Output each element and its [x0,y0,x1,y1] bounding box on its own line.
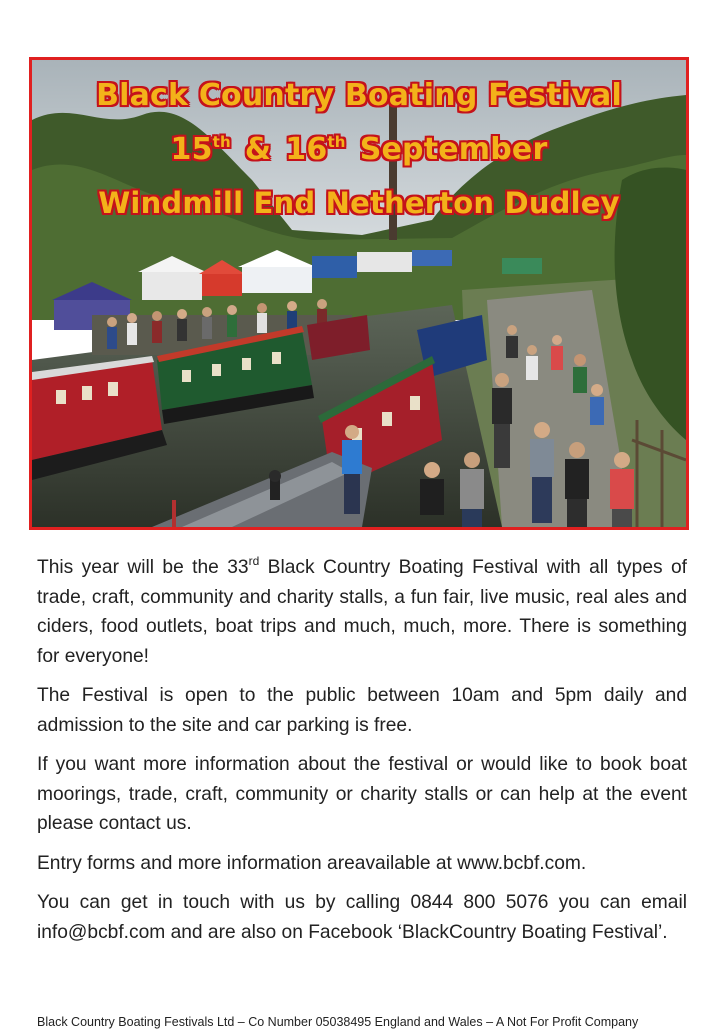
date-day1: 15 [170,132,213,167]
festival-title: Black Country Boating Festival [96,78,622,113]
paragraph-opening-hours: The Festival is open to the public between 10am and 5pm daily and admission to the site and car parking is free. [37,685,687,736]
paragraph-contact-request: If you want more information about the festival or would like to book boat moorings, trade, craft, community or charity stalls or can help at the event please contact us. [37,754,687,834]
canal-festival-scene [32,60,686,527]
date-day2-suffix: th [327,133,346,151]
intro-text-start: This year will be the 33 [37,557,249,578]
ordinal-suffix: rd [248,554,260,568]
festival-location: Windmill End Netherton Dudley [98,186,620,220]
date-day2: 16 [285,132,328,167]
company-footer: Black Country Boating Festivals Ltd – Co Number 05038495 England and Wales – A Not For Profit Company [37,1015,639,1029]
paragraph-contact-details: You can get in touch with us by calling 0844 800 5076 you can email info@bcbf.com and are also on Facebook ‘BlackCountry Boating Festival’. [37,892,687,943]
date-joiner: & [244,132,272,167]
festival-photo [29,57,689,530]
festival-dates [32,132,686,167]
paragraph-entry-forms: Entry forms and more information areavailable at www.bcbf.com. [37,852,587,874]
intro-text-rest: Black Country Boating Festival with all types of trade, craft, community and charity stalls, a fun fair, live music, real ales and ciders, food outlets, boat trips and much, much, more. There is something for everyone! [37,557,687,667]
date-day1-suffix: th [212,133,231,151]
festival-description [37,553,687,957]
paragraph-intro [37,553,687,671]
date-month: September [359,132,548,167]
